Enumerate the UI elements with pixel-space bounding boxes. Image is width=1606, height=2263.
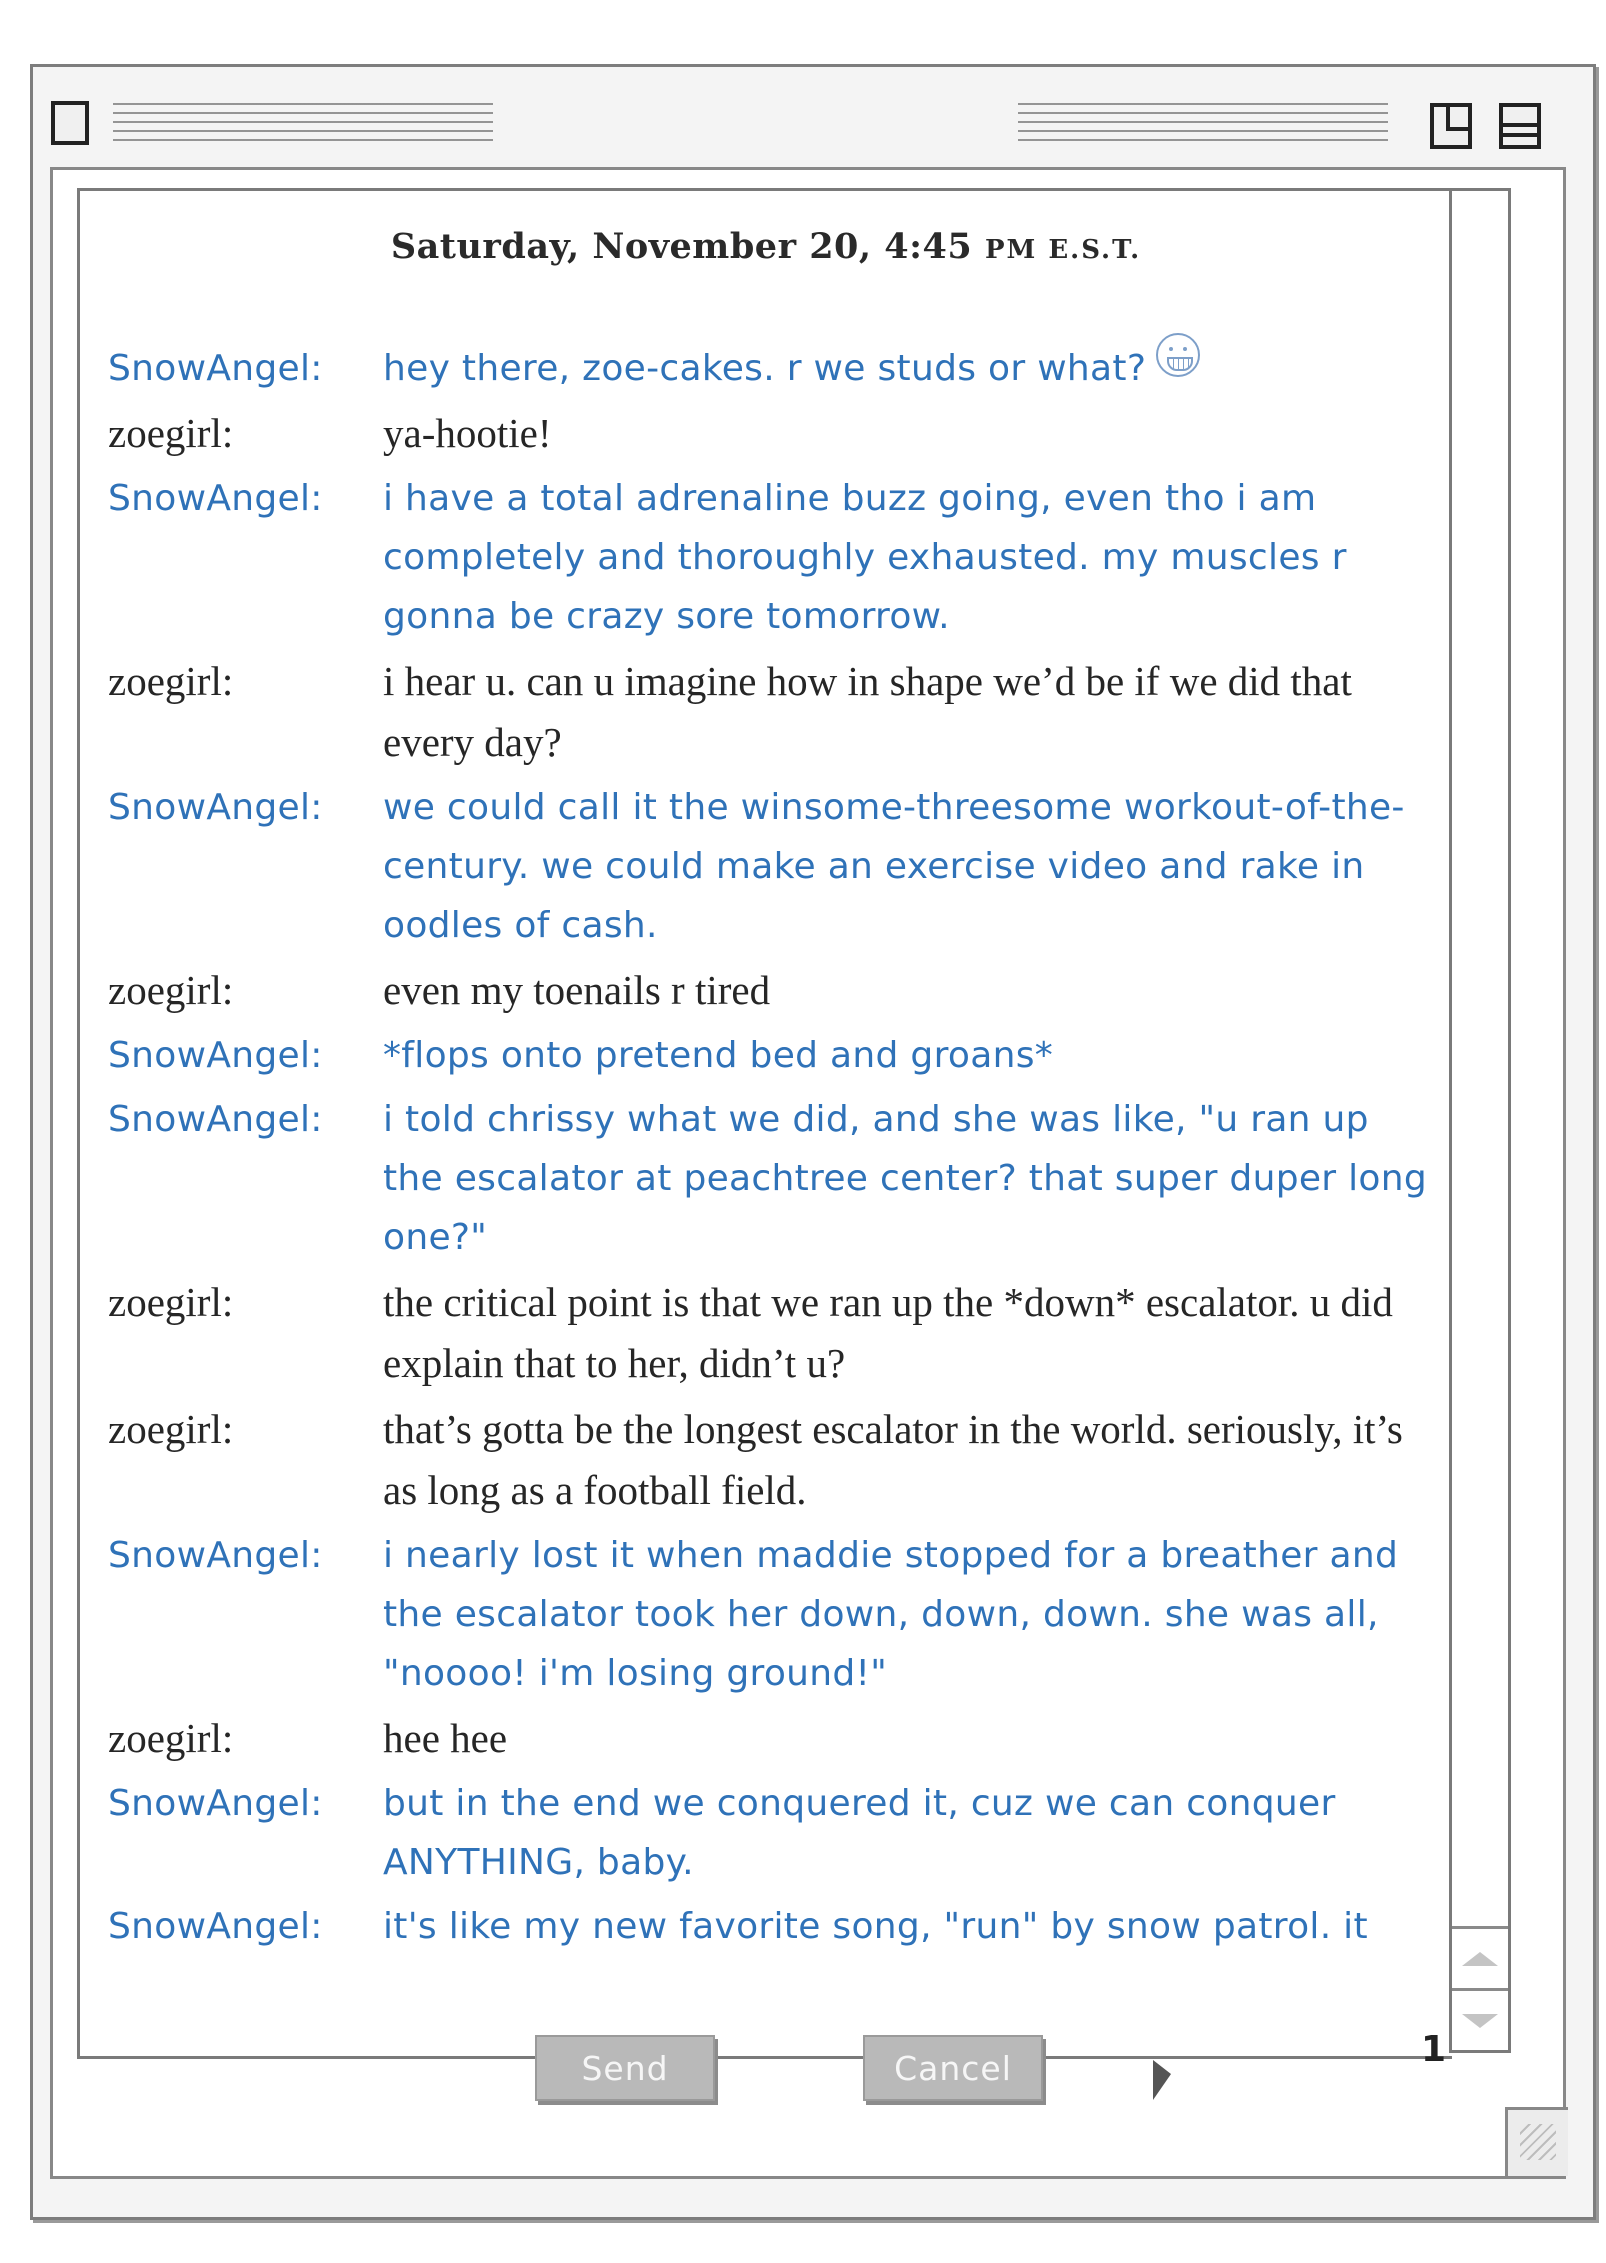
send-button[interactable]: Send xyxy=(535,2035,715,2101)
message-text: i hear u. can u imagine how in shape we’d be if we did that every day? xyxy=(383,658,1352,765)
sender-name: SnowAngel: xyxy=(108,478,323,519)
message-text: hee hee xyxy=(383,1715,508,1761)
sender-name: zoegirl: xyxy=(108,967,234,1013)
message-text: ya-hootie! xyxy=(383,410,552,456)
message-row xyxy=(108,1526,1432,1703)
message-text: but in the end we conquered it, cuz we can conquer ANYTHING, baby. xyxy=(383,1783,1336,1883)
sender-name: SnowAngel: xyxy=(108,787,323,828)
message-row xyxy=(108,403,1432,464)
page-number: 1 xyxy=(1421,2029,1447,2070)
sender-name: SnowAngel: xyxy=(108,1099,323,1140)
date-text: Saturday, November 20, 4:45 xyxy=(390,226,973,267)
sender-name: zoegirl: xyxy=(108,1406,234,1452)
message-text: i nearly lost it when maddie stopped for a breather and the escalator took her down, down, down. she was all, "noooo! i'm losing ground!" xyxy=(383,1535,1399,1694)
message-text: *flops onto pretend bed and groans* xyxy=(383,1035,1054,1076)
sender-name: zoegirl: xyxy=(108,658,234,704)
message-text: even my toenails r tired xyxy=(383,967,771,1013)
close-box-icon[interactable] xyxy=(51,101,89,145)
message-row xyxy=(108,960,1432,1021)
sender-name: SnowAngel: xyxy=(108,1035,323,1076)
message-row xyxy=(108,339,1432,398)
message-row xyxy=(108,1774,1432,1892)
scrollbar[interactable] xyxy=(1449,188,1511,2053)
title-bar-stripes xyxy=(113,103,493,145)
arrow-down-icon xyxy=(1462,2014,1498,2028)
message-text: it's like my new favorite song, "run" by snow patrol. it xyxy=(383,1906,1368,1947)
chat-transcript xyxy=(77,188,1452,2059)
message-row xyxy=(108,778,1432,955)
zoom-box-icon[interactable] xyxy=(1430,103,1472,149)
message-text: i told chrissy what we did, and she was like, "u ran up the escalator at peachtree center? that super duper long one?" xyxy=(383,1099,1428,1258)
title-bar[interactable] xyxy=(33,67,1593,151)
chat-window xyxy=(30,64,1596,2220)
message-body: hey there, zoe-cakes. r we studs or what? xyxy=(383,348,1147,389)
title-bar-stripes xyxy=(1018,103,1388,145)
scroll-up-button[interactable] xyxy=(1452,1926,1508,1988)
message-list xyxy=(108,339,1432,1961)
date-header xyxy=(80,226,1452,267)
message-row xyxy=(108,1897,1432,1956)
content-frame xyxy=(50,167,1566,2179)
message-row xyxy=(108,1272,1432,1394)
sender-name: SnowAngel: xyxy=(108,1535,323,1576)
message-row xyxy=(108,1090,1432,1267)
sender-name: zoegirl: xyxy=(108,1715,234,1761)
arrow-up-icon xyxy=(1462,1952,1498,1966)
message-text: the critical point is that we ran up the *down* escalator. u did explain that to her, didn’t u? xyxy=(383,1279,1393,1386)
cancel-button[interactable]: Cancel xyxy=(863,2035,1043,2101)
sender-name: zoegirl: xyxy=(108,410,234,456)
resize-grip-icon[interactable] xyxy=(1505,2107,1568,2176)
message-text xyxy=(383,339,1432,398)
message-row xyxy=(108,651,1432,773)
sender-name: SnowAngel: xyxy=(108,1783,323,1824)
message-row xyxy=(108,1708,1432,1769)
sender-name: zoegirl: xyxy=(108,1279,234,1325)
sender-name: SnowAngel: xyxy=(108,348,323,389)
scroll-down-button[interactable] xyxy=(1452,1988,1508,2050)
message-row xyxy=(108,1399,1432,1521)
grin-smiley-icon xyxy=(1156,333,1200,377)
message-text: that’s gotta be the longest escalator in the world. seriously, it’s as long as a football field. xyxy=(383,1406,1403,1513)
message-row xyxy=(108,1026,1432,1085)
ampm-text: PM E.S.T. xyxy=(984,235,1142,265)
message-row xyxy=(108,469,1432,646)
message-text: we could call it the winsome-threesome workout-of-the-century. we could make an exercise video and rake in oodles of cash. xyxy=(383,787,1405,946)
sender-name: SnowAngel: xyxy=(108,1906,323,1947)
message-text: i have a total adrenaline buzz going, even tho i am completely and thoroughly exhausted. my muscles r gonna be crazy sore tomorrow. xyxy=(383,478,1347,637)
collapse-box-icon[interactable] xyxy=(1499,103,1541,149)
